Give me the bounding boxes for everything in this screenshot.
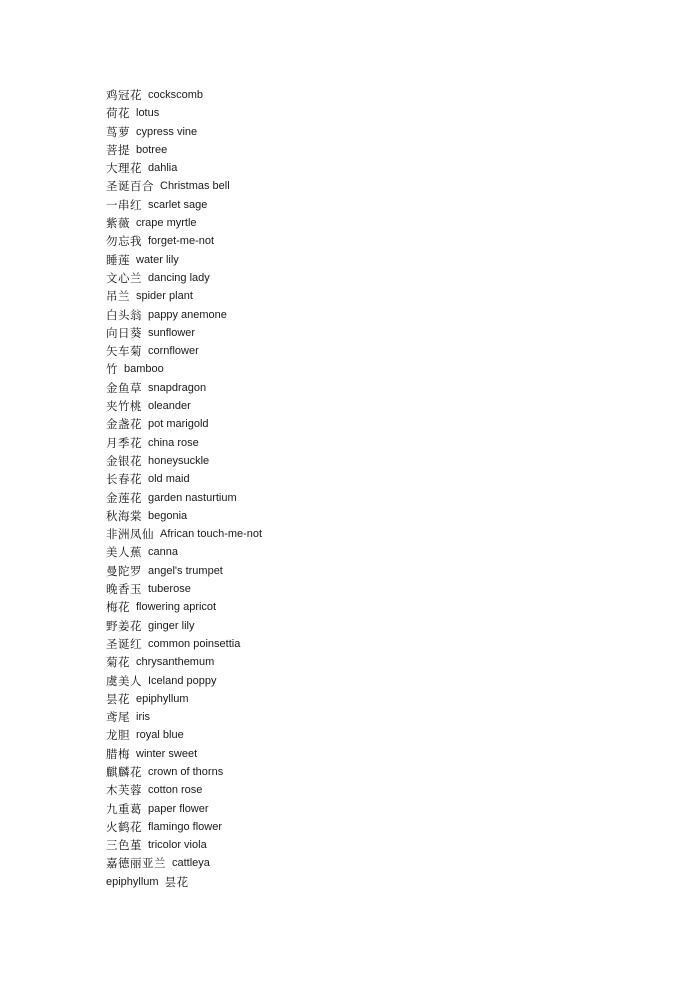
chinese-term: 晚香玉 — [106, 582, 142, 597]
list-item — [106, 470, 262, 488]
list-item — [106, 379, 262, 397]
list-item — [106, 525, 262, 543]
english-term: Iceland poppy — [148, 674, 217, 687]
list-item — [106, 708, 262, 726]
english-term: oleander — [148, 400, 191, 413]
chinese-term: 美人蕉 — [106, 545, 142, 560]
english-term: canna — [148, 546, 178, 559]
english-term: lotus — [136, 107, 160, 120]
english-term: cornflower — [148, 345, 199, 358]
chinese-term: 文心兰 — [106, 270, 142, 285]
chinese-term: 紫薇 — [106, 216, 130, 231]
chinese-term: 茑萝 — [106, 124, 130, 139]
list-item — [106, 434, 262, 452]
english-term: chrysanthemum — [136, 656, 215, 669]
english-term: flowering apricot — [136, 601, 217, 614]
chinese-term: 夹竹桃 — [106, 399, 142, 414]
english-term: china rose — [148, 436, 199, 449]
list-item — [106, 726, 262, 744]
list-item — [106, 507, 262, 525]
list-item — [106, 397, 262, 415]
chinese-term: 金鱼草 — [106, 380, 142, 395]
english-term: African touch-me-not — [160, 528, 263, 541]
chinese-term: 向日葵 — [106, 325, 142, 340]
english-term: cockscomb — [148, 89, 204, 101]
list-item — [106, 287, 262, 305]
english-term: sunflower — [148, 326, 196, 339]
list-item — [106, 598, 262, 616]
list-item — [106, 452, 262, 470]
chinese-term: 嘉德丽亚兰 — [106, 856, 166, 871]
chinese-term: 竹 — [106, 362, 118, 377]
list-item — [106, 617, 262, 635]
list-item — [106, 543, 262, 561]
list-item — [106, 781, 262, 799]
list-item — [106, 818, 262, 836]
english-term: snapdragon — [148, 381, 207, 394]
english-term: pot marigold — [148, 418, 209, 431]
chinese-term: 勿忘我 — [106, 234, 142, 249]
chinese-term: 腊梅 — [106, 746, 130, 761]
flower-vocabulary-list — [106, 86, 262, 891]
english-term: dancing lady — [148, 271, 210, 284]
chinese-term: 长春花 — [106, 472, 142, 487]
english-term: flamingo flower — [148, 820, 222, 833]
list-item — [106, 763, 262, 781]
english-term: Christmas bell — [160, 180, 230, 193]
english-term: crown of thorns — [148, 765, 224, 778]
chinese-term: 吊兰 — [106, 289, 130, 304]
chinese-term: 菊花 — [106, 655, 130, 670]
english-term: common poinsettia — [148, 637, 241, 650]
chinese-term: 昙花 — [106, 691, 130, 706]
chinese-term: 麒麟花 — [106, 764, 142, 779]
english-term: scarlet sage — [148, 198, 208, 211]
chinese-term: 矢车菊 — [106, 344, 142, 359]
english-term: spider plant — [136, 290, 193, 303]
english-term: epiphyllum — [106, 875, 159, 888]
list-item — [106, 177, 262, 195]
chinese-term: 大理花 — [106, 161, 142, 176]
list-item — [106, 836, 262, 854]
list-item — [106, 800, 262, 818]
list-item — [106, 141, 262, 159]
english-term: tricolor viola — [148, 839, 207, 852]
english-term: iris — [136, 711, 151, 724]
chinese-term: 梅花 — [106, 600, 130, 615]
chinese-term: 昙花 — [164, 874, 189, 889]
english-term: garden nasturtium — [148, 491, 237, 504]
list-item — [106, 86, 262, 104]
chinese-term: 白头翁 — [106, 307, 142, 322]
chinese-term: 虞美人 — [106, 673, 142, 688]
list-item — [106, 360, 262, 378]
english-term: winter sweet — [136, 747, 198, 760]
list-item — [106, 873, 262, 891]
english-term: crape myrtle — [136, 217, 197, 230]
english-term: dahlia — [148, 162, 178, 175]
chinese-term: 金银花 — [106, 453, 142, 468]
list-item — [106, 580, 262, 598]
chinese-term: 菩提 — [106, 142, 130, 157]
english-term: tuberose — [148, 583, 191, 596]
list-item — [106, 269, 262, 287]
chinese-term: 鸡冠花 — [106, 88, 142, 102]
list-item — [106, 562, 262, 580]
chinese-term: 圣诞百合 — [106, 179, 154, 194]
chinese-term: 金盏花 — [106, 417, 142, 432]
list-item — [106, 104, 262, 122]
list-item — [106, 635, 262, 653]
chinese-term: 野姜花 — [106, 618, 142, 633]
list-item — [106, 123, 262, 141]
chinese-term: 金莲花 — [106, 490, 142, 505]
chinese-term: 龙胆 — [106, 728, 130, 743]
english-term: forget-me-not — [148, 235, 215, 248]
list-item — [106, 854, 262, 872]
chinese-term: 秋海棠 — [106, 508, 142, 523]
chinese-term: 木芙蓉 — [106, 783, 142, 798]
chinese-term: 荷花 — [106, 106, 130, 121]
chinese-term: 非洲凤仙 — [106, 527, 154, 542]
list-item — [106, 196, 262, 214]
list-item — [106, 159, 262, 177]
list-item — [106, 342, 262, 360]
english-term: cypress vine — [136, 125, 198, 138]
english-term: angel's trumpet — [148, 564, 223, 577]
english-term: bamboo — [124, 363, 164, 376]
english-term: water lily — [136, 253, 179, 266]
list-item — [106, 214, 262, 232]
chinese-term: 三色堇 — [106, 838, 142, 853]
english-term: honeysuckle — [148, 454, 210, 467]
chinese-term: 一串红 — [106, 197, 142, 212]
english-term: begonia — [148, 509, 188, 522]
english-term: ginger lily — [148, 619, 195, 632]
chinese-term: 九重葛 — [106, 801, 142, 816]
list-item — [106, 690, 262, 708]
english-term: royal blue — [136, 729, 184, 742]
english-term: cattleya — [172, 857, 210, 870]
list-item — [106, 745, 262, 763]
english-term: cotton rose — [148, 784, 203, 797]
english-term: epiphyllum — [136, 692, 189, 705]
list-item — [106, 306, 262, 324]
english-term: pappy anemone — [148, 308, 227, 321]
chinese-term: 睡莲 — [106, 252, 130, 267]
list-item — [106, 232, 262, 250]
chinese-term: 曼陀罗 — [106, 563, 142, 578]
list-item — [106, 251, 262, 269]
chinese-term: 鸢尾 — [106, 710, 130, 725]
english-term: old maid — [148, 473, 190, 486]
list-item — [106, 489, 262, 507]
english-term: botree — [136, 143, 168, 156]
list-item — [106, 672, 262, 690]
chinese-term: 圣诞红 — [106, 636, 142, 651]
list-item — [106, 324, 262, 342]
english-term: paper flower — [148, 802, 209, 815]
list-item — [106, 415, 262, 433]
chinese-term: 月季花 — [106, 435, 142, 450]
chinese-term: 火鹤花 — [106, 819, 142, 834]
list-item — [106, 653, 262, 671]
